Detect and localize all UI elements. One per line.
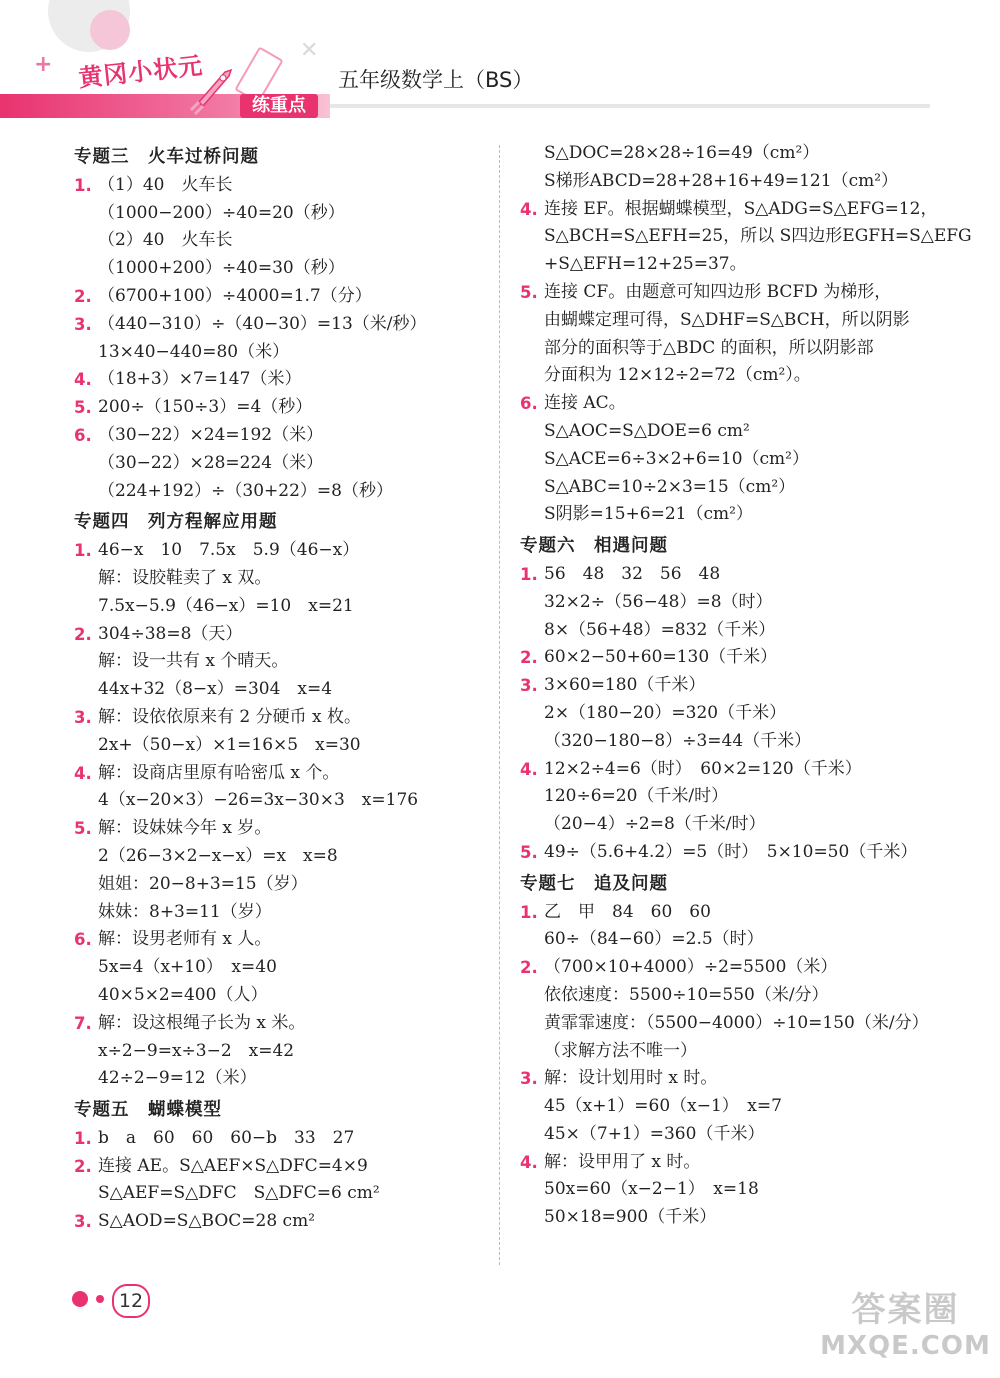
answer-item xyxy=(520,672,940,700)
topic-title: 专题六 相遇问题 xyxy=(520,536,668,557)
answer-text: （求解方法不唯一） xyxy=(544,1040,697,1061)
answer-item xyxy=(74,1208,489,1236)
answer-text: （1000−200）÷40=20（秒） xyxy=(98,202,345,223)
answer-text: 60÷（84−60）=2.5（时） xyxy=(544,929,764,950)
section-badge: 练重点 xyxy=(240,94,318,118)
answer-text: 解：设依依原来有 2 分硬币 x 枚。 xyxy=(98,706,362,727)
answer-text: 45（x+1）=60（x−1） x=7 xyxy=(544,1096,782,1117)
answer-text: S△BCH=S△EFH=25，所以 S四边形EGFH=S△EFG xyxy=(544,226,972,247)
item-number: 1. xyxy=(74,541,92,561)
answer-line xyxy=(520,982,940,1010)
answer-text: （18+3）×7=147（米） xyxy=(98,369,302,390)
answer-line xyxy=(74,200,489,228)
answer-text: 45×（7+1）=360（千米） xyxy=(544,1123,765,1144)
answer-text: 5x=4（x+10） x=40 xyxy=(98,957,277,978)
answer-text: 解：设这根绳子长为 x 米。 xyxy=(98,1012,306,1033)
answer-line xyxy=(520,501,940,529)
answer-item xyxy=(74,394,489,422)
answer-line xyxy=(520,926,940,954)
answer-text: 7.5x−5.9（46−x）=10 x=21 xyxy=(98,595,354,616)
answer-text: （30−22）×24=192（米） xyxy=(98,424,324,445)
answer-line xyxy=(74,732,489,760)
item-number: 3. xyxy=(74,707,92,727)
answer-text: （6700+100）÷4000=1.7（分） xyxy=(98,285,372,306)
answer-line xyxy=(520,362,940,390)
answer-text: 8×（56+48）=832（千米） xyxy=(544,619,776,640)
item-number: 1. xyxy=(74,1128,92,1148)
item-number: 3. xyxy=(74,1212,92,1232)
topic-heading xyxy=(74,509,489,537)
plus-icon: + xyxy=(34,52,53,77)
item-number: 7. xyxy=(74,1013,92,1033)
plus-icon: ✕ xyxy=(300,38,319,63)
answer-text: S△AOC=S△DOE=6 cm² xyxy=(544,420,750,441)
answer-line xyxy=(520,168,940,196)
answer-item xyxy=(74,537,489,565)
answer-text: 解：设商店里原有哈密瓜 x 个。 xyxy=(98,762,340,783)
item-number: 5. xyxy=(520,842,538,862)
answer-line xyxy=(74,676,489,704)
answer-text: 50×18=900（千米） xyxy=(544,1207,717,1228)
answer-text: 妹妹：8+3=11（岁） xyxy=(98,901,272,922)
answer-line xyxy=(74,843,489,871)
item-number: 3. xyxy=(520,676,538,696)
answer-text: （1）40 火车长 xyxy=(98,174,233,195)
item-number: 2. xyxy=(74,286,92,306)
answer-item xyxy=(520,756,940,784)
answer-item xyxy=(74,422,489,450)
item-number: 4. xyxy=(520,1152,538,1172)
answer-item xyxy=(74,704,489,732)
item-number: 4. xyxy=(74,370,92,390)
answer-text: 连接 EF。根据蝴蝶模型，S△ADG=S△EFG=12， xyxy=(544,198,938,219)
answer-text: S△ABC=10÷2×3=15（cm²） xyxy=(544,476,796,497)
page-number: 12 xyxy=(112,1284,150,1318)
topic-heading xyxy=(74,144,489,172)
answer-line xyxy=(520,1038,940,1066)
item-number: 2. xyxy=(520,958,538,978)
answer-text: 46−x 10 7.5x 5.9（46−x） xyxy=(98,540,360,561)
answer-text: （320−180−8）÷3=44（千米） xyxy=(544,730,812,751)
answer-item xyxy=(74,1153,489,1181)
footer-dot xyxy=(72,1291,88,1307)
topic-title: 专题五 蝴蝶模型 xyxy=(74,1100,222,1121)
answer-text: b a 60 60 60−b 33 27 xyxy=(98,1127,355,1148)
answer-text: （30−22）×28=224（米） xyxy=(98,452,324,473)
answer-text: 3×60=180（千米） xyxy=(544,675,706,696)
item-number: 1. xyxy=(520,564,538,584)
answer-text: 2x+（50−x）×1=16×5 x=30 xyxy=(98,734,361,755)
answer-line xyxy=(520,1121,940,1149)
watermark-title: 答案圈 xyxy=(851,1290,960,1330)
item-number: 5. xyxy=(74,819,92,839)
answer-item xyxy=(520,1149,940,1177)
answer-item xyxy=(74,366,489,394)
answer-text: 50x=60（x−2−1） x=18 xyxy=(544,1179,759,1200)
item-number: 6. xyxy=(520,394,538,414)
item-number: 4. xyxy=(520,199,538,219)
answer-text: 连接 AE。S△AEF×S△DFC=4×9 xyxy=(98,1155,368,1176)
item-number: 6. xyxy=(74,425,92,445)
answer-text: 分面积为 12×12÷2=72（cm²）。 xyxy=(544,365,811,386)
answer-line xyxy=(74,871,489,899)
answer-item xyxy=(520,954,940,982)
answer-line xyxy=(74,255,489,283)
answer-text: 解：设男老师有 x 人。 xyxy=(98,929,272,950)
answer-text: 解：设甲用了 x 时。 xyxy=(544,1151,701,1172)
answer-item xyxy=(520,196,940,224)
footer-dot xyxy=(96,1295,104,1303)
answer-line xyxy=(74,982,489,1010)
book-title: 五年级数学上（BS） xyxy=(338,68,534,92)
answer-item xyxy=(74,621,489,649)
answer-line xyxy=(520,1176,940,1204)
item-number: 5. xyxy=(520,282,538,302)
answer-text: S梯形ABCD=28+28+16+49=121（cm²） xyxy=(544,170,899,191)
answer-line xyxy=(520,1204,940,1232)
answer-text: 解：设一共有 x 个晴天。 xyxy=(98,651,289,672)
answer-line xyxy=(520,1010,940,1038)
answer-text: 2（26−3×2−x−x）=x x=8 xyxy=(98,845,338,866)
answer-item xyxy=(74,760,489,788)
answer-text: 乙 甲 84 60 60 xyxy=(544,901,711,922)
answer-text: +S△EFH=12+25=37。 xyxy=(544,254,747,275)
answer-text: 56 48 32 56 48 xyxy=(544,563,721,584)
answer-line xyxy=(74,593,489,621)
watermark xyxy=(818,1282,993,1361)
answer-text: 连接 CF。由题意可知四边形 BCFD 为梯形， xyxy=(544,281,892,302)
answer-text: 部分的面积等于△BDC 的面积，所以阴影部 xyxy=(544,337,874,358)
topic-title: 专题七 追及问题 xyxy=(520,873,668,894)
answer-text: 13×40−440=80（米） xyxy=(98,341,290,362)
answer-item xyxy=(74,815,489,843)
answer-line xyxy=(520,783,940,811)
answer-item xyxy=(74,311,489,339)
answer-text: 解：设胶鞋卖了 x 双。 xyxy=(98,567,272,588)
answer-line xyxy=(74,450,489,478)
answer-text: （440−310）÷（40−30）=13（米/秒） xyxy=(98,313,427,334)
topic-title: 专题三 火车过桥问题 xyxy=(74,147,259,167)
answer-text: 44x+32（8−x）=304 x=4 xyxy=(98,679,333,700)
answer-line xyxy=(74,648,489,676)
answer-text: 42÷2−9=12（米） xyxy=(98,1068,257,1089)
answer-line xyxy=(74,954,489,982)
item-number: 5. xyxy=(74,398,92,418)
answer-text: 12×2÷4=6（时） 60×2=120（千米） xyxy=(544,758,862,779)
column-divider xyxy=(499,145,500,1265)
answer-text: 依依速度：5500÷10=550（米/分） xyxy=(544,984,829,1005)
item-number: 3. xyxy=(74,314,92,334)
answer-line xyxy=(520,1093,940,1121)
answer-item xyxy=(74,1010,489,1038)
item-number: 1. xyxy=(520,902,538,922)
brand-logo: 黄冈小状元 xyxy=(77,51,205,93)
item-number: 2. xyxy=(520,648,538,668)
rocket-icon xyxy=(185,60,241,116)
answer-line xyxy=(74,787,489,815)
item-number: 1. xyxy=(74,175,92,195)
answer-item xyxy=(520,1065,940,1093)
right-column xyxy=(520,140,972,1232)
answer-item xyxy=(74,172,489,200)
answer-text: 姐姐：20−8+3=15（岁） xyxy=(98,873,308,894)
item-number: 3. xyxy=(520,1069,538,1089)
answer-line xyxy=(520,474,940,502)
answer-text: 黄霏霏速度：（5500−4000）÷10=150（米/分） xyxy=(544,1012,929,1033)
header-rule xyxy=(330,104,930,108)
answer-text: 49÷（5.6+4.2）=5（时） 5×10=50（千米） xyxy=(544,841,918,862)
topic-heading xyxy=(520,533,940,561)
item-number: 4. xyxy=(74,763,92,783)
answer-line xyxy=(520,811,940,839)
answer-line xyxy=(74,339,489,367)
answer-line xyxy=(520,589,940,617)
topic-heading xyxy=(520,871,940,899)
answer-text: 304÷38=8（天） xyxy=(98,623,243,644)
item-number: 2. xyxy=(74,624,92,644)
answer-text: 32×2÷（56−48）=8（时） xyxy=(544,591,773,612)
answer-line xyxy=(74,1065,489,1093)
answer-text: S△ACE=6÷3×2+6=10（cm²） xyxy=(544,448,809,469)
answer-line xyxy=(74,478,489,506)
answer-item xyxy=(74,926,489,954)
left-column xyxy=(74,140,489,1236)
answer-text: 解：设妹妹今年 x 岁。 xyxy=(98,818,272,839)
answer-text: x÷2−9=x÷3−2 x=42 xyxy=(98,1040,295,1061)
answer-text: （20−4）÷2=8（千米/时） xyxy=(544,814,766,835)
answer-line xyxy=(520,307,940,335)
item-number: 4. xyxy=(520,759,538,779)
answer-text: S△AOD=S△BOC=28 cm² xyxy=(98,1211,316,1232)
answer-line xyxy=(74,899,489,927)
answer-text: （2）40 火车长 xyxy=(98,230,233,251)
answer-line xyxy=(74,1038,489,1066)
answer-item xyxy=(520,390,940,418)
answer-line xyxy=(74,1180,489,1208)
answer-item xyxy=(520,839,940,867)
decorative-circle xyxy=(90,10,130,50)
answer-line xyxy=(520,223,972,251)
answer-text: （700×10+4000）÷2=5500（米） xyxy=(544,957,838,978)
answer-text: （224+192）÷（30+22）=8（秒） xyxy=(98,480,393,501)
answer-item xyxy=(520,279,940,307)
answer-text: 连接 AC。 xyxy=(544,393,626,414)
answer-item xyxy=(520,899,940,927)
answer-item xyxy=(74,1125,489,1153)
answer-text: 120÷6=20（千米/时） xyxy=(544,786,729,807)
answer-text: S阴影=15+6=21（cm²） xyxy=(544,504,753,525)
topic-title: 专题四 列方程解应用题 xyxy=(74,512,278,533)
answer-line xyxy=(520,446,940,474)
answer-line xyxy=(520,700,940,728)
answer-line xyxy=(520,617,940,645)
answer-item xyxy=(74,283,489,311)
answer-item xyxy=(520,561,940,589)
answer-text: S△DOC=28×28÷16=49（cm²） xyxy=(544,143,820,163)
answer-text: 4（x−20×3）−26=3x−30×3 x=176 xyxy=(98,790,419,811)
answer-line xyxy=(520,140,940,168)
answer-line xyxy=(74,565,489,593)
answer-text: （1000+200）÷40=30（秒） xyxy=(98,258,345,279)
answer-text: 200÷（150÷3）=4（秒） xyxy=(98,397,313,418)
page-header xyxy=(0,0,1000,140)
item-number: 2. xyxy=(74,1156,92,1176)
answer-line xyxy=(520,418,940,446)
topic-heading xyxy=(74,1097,489,1125)
answer-line xyxy=(520,335,940,363)
answer-line xyxy=(74,227,489,255)
answer-line xyxy=(520,251,940,279)
answer-text: 由蝴蝶定理可得，S△DHF=S△BCH，所以阴影 xyxy=(544,309,910,330)
answer-text: 解：设计划用时 x 时。 xyxy=(544,1068,718,1089)
answer-text: S△AEF=S△DFC S△DFC=6 cm² xyxy=(98,1183,380,1204)
answer-text: 2×（180−20）=320（千米） xyxy=(544,702,787,723)
answer-line xyxy=(520,728,940,756)
answer-text: 60×2−50+60=130（千米） xyxy=(544,647,778,668)
item-number: 6. xyxy=(74,930,92,950)
watermark-url: MXQE.COM xyxy=(820,1331,991,1361)
answer-text: 40×5×2=400（人） xyxy=(98,984,268,1005)
answer-item xyxy=(520,644,940,672)
